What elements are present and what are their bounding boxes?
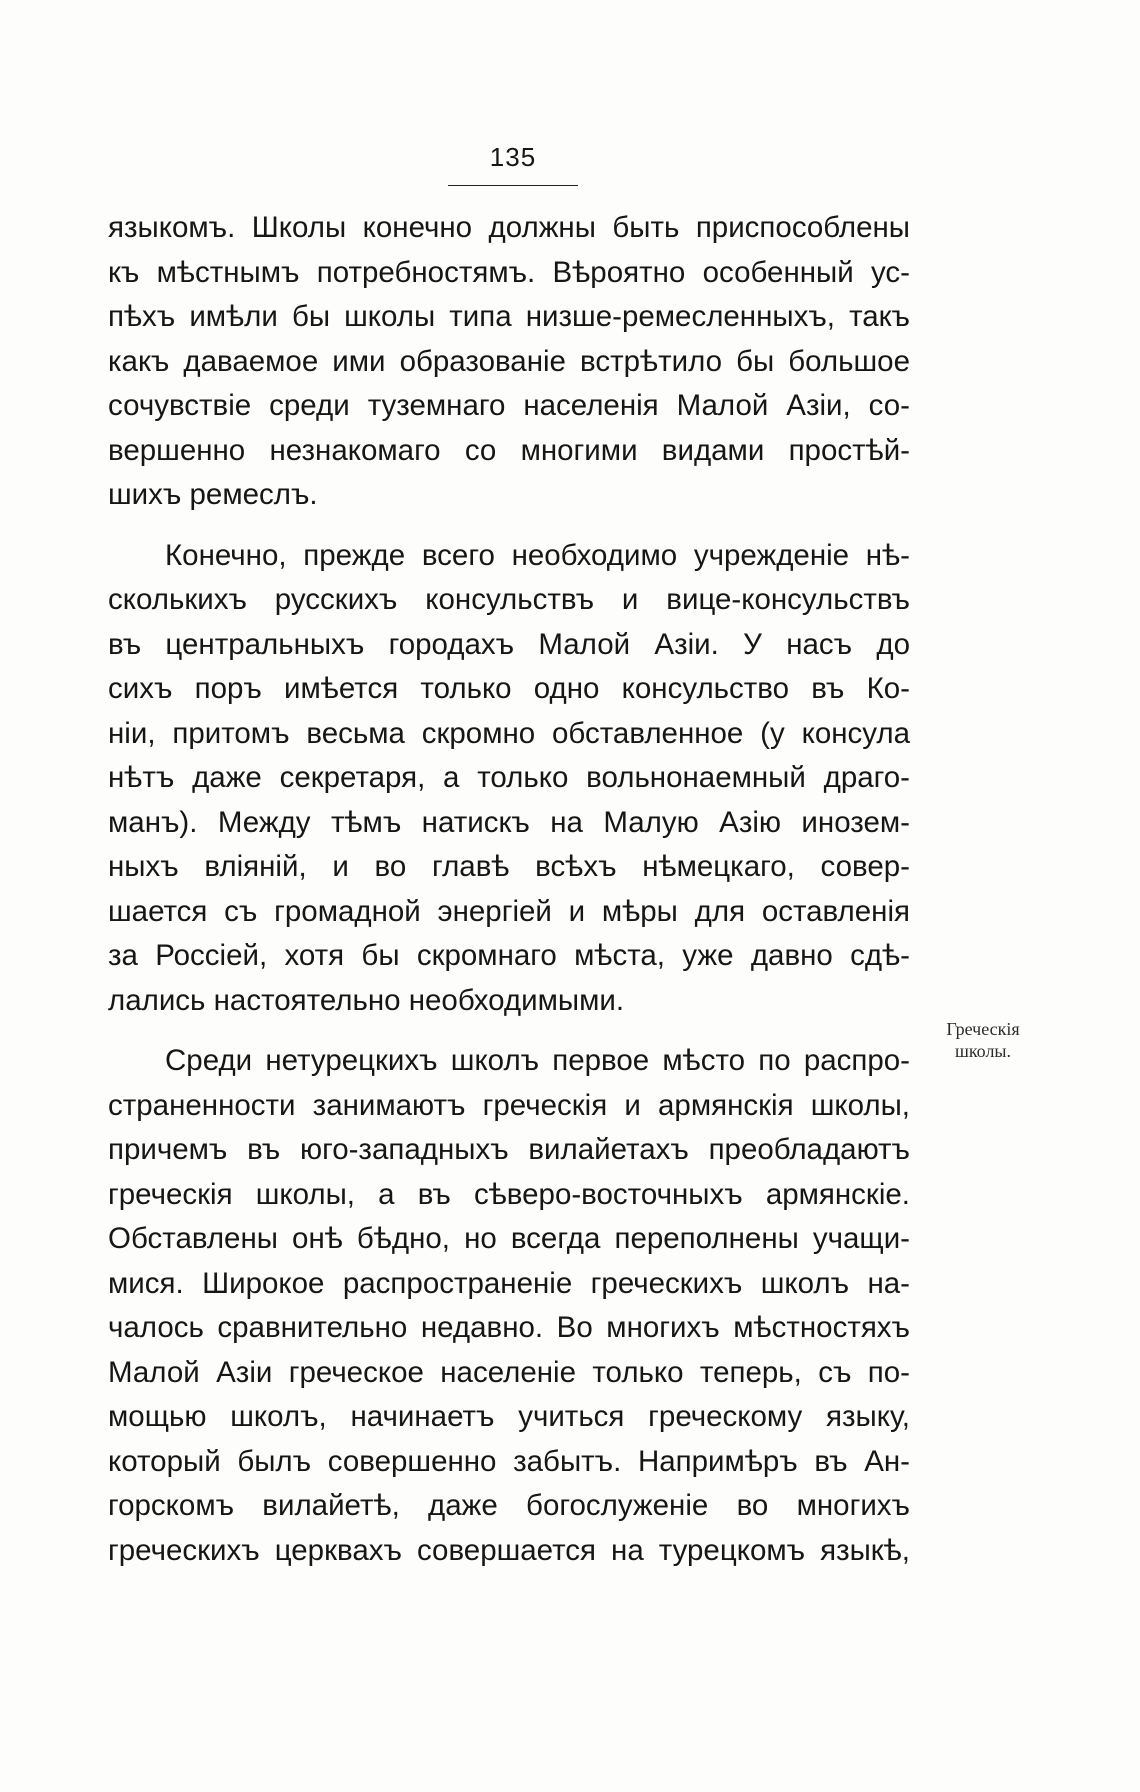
text-line: горскомъ вилайетѣ, даже богослуженіе во многихъ <box>108 1489 910 1522</box>
text-line: ніи, притомъ весьма скромно обставленное (у консула <box>108 716 910 750</box>
text-line: сочувствіе среди туземнаго населенія Малой Азіи, со- <box>108 389 910 422</box>
text-line: пѣхъ имѣли бы школы типа низше-ремесленныхъ, такъ <box>108 300 910 333</box>
text-line: мися. Широкое распространеніе греческихъ школъ на- <box>108 1266 910 1300</box>
text-line: ныхъ вліяній, и во главѣ всѣхъ нѣмецкаго, совер- <box>108 850 910 883</box>
text-line: шихъ ремеслъ. <box>108 478 318 511</box>
text-line: языкомъ. Школы конечно должны быть приспособлены <box>108 211 910 244</box>
text-line: въ центральныхъ городахъ Малой Азіи. У насъ до <box>108 627 910 661</box>
text-line: причемъ въ юго-западныхъ вилайетахъ преобладаютъ <box>108 1133 910 1166</box>
text-line: греческихъ церквахъ совершается на турецкомъ языкѣ, <box>108 1533 910 1567</box>
paragraph-1 <box>108 206 910 518</box>
text-line: чалось сравнительно недавно. Во многихъ мѣстностяхъ <box>108 1311 910 1344</box>
margin-note <box>928 1018 1038 1062</box>
text-line: страненности занимаютъ греческія и армянскія школы, <box>108 1088 910 1122</box>
text-line: мощью школъ, начинаетъ учиться греческому языку, <box>108 1400 910 1433</box>
text-line: Конечно, прежде всего необходимо учрежденіе нѣ- <box>165 538 910 572</box>
paragraph-2 <box>108 534 910 1024</box>
text-line: сихъ поръ имѣется только одно консульство въ Ко- <box>108 672 910 705</box>
text-line: къ мѣстнымъ потребностямъ. Вѣроятно особенный ус- <box>108 255 910 289</box>
text-line: вершенно незнакомаго со многими видами простѣй- <box>108 433 910 467</box>
text-line: Среди нетурецкихъ школъ первое мѣсто по распро- <box>165 1044 910 1077</box>
text-line: манъ). Между тѣмъ натискъ на Малую Азію инозем- <box>108 805 910 839</box>
body-text <box>108 206 910 1573</box>
paragraph-3 <box>108 1039 910 1573</box>
margin-note-line: школы. <box>954 1041 1012 1061</box>
text-line: какъ даваемое ими образованіе встрѣтило бы большое <box>108 344 910 378</box>
page-number: 135 <box>489 142 537 172</box>
text-line: Малой Азіи греческое населеніе только теперь, съ по- <box>108 1355 910 1389</box>
text-line: сколькихъ русскихъ консульствъ и вице-консульствъ <box>108 583 910 616</box>
page-number-rule <box>448 185 578 186</box>
text-line: шается съ громадной энергіей и мѣры для оставленія <box>108 894 910 928</box>
text-line: Обставлены онѣ бѣдно, но всегда переполнены учащи- <box>108 1222 910 1255</box>
text-line: лались настоятельно необходимыми. <box>108 983 625 1017</box>
text-line: греческія школы, а въ сѣверо-восточныхъ армянскіе. <box>108 1177 910 1211</box>
text-line: который былъ совершенно забытъ. Напримѣръ въ Ан- <box>108 1444 910 1478</box>
text-line: за Россіей, хотя бы скромнаго мѣста, уже давно сдѣ- <box>108 939 910 972</box>
text-line: нѣтъ даже секретаря, а только вольнонаемный драго- <box>108 761 910 794</box>
margin-note-line: Греческія <box>946 1019 1020 1039</box>
